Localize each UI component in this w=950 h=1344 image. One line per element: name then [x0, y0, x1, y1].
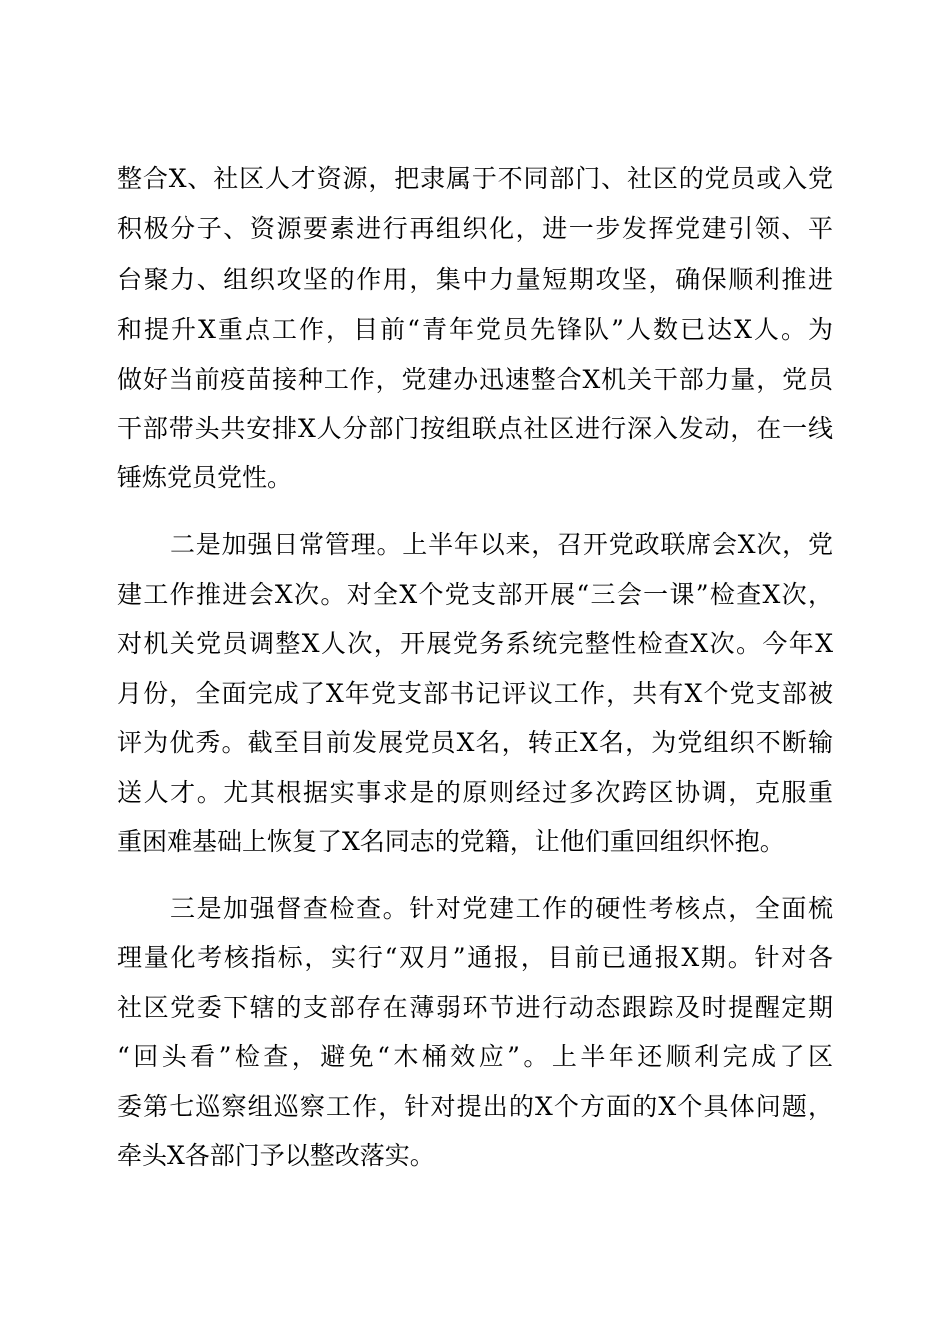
paragraph-2-line-5: 评为优秀。截至目前发展党员X名，转正X名，为党组织不断输	[117, 728, 833, 757]
paragraph-2-line-3: 对机关党员调整X人次，开展党务系统完整性检查X次。今年X	[117, 629, 833, 658]
paragraph-3-line-1: 三是加强督查检查。针对党建工作的硬性考核点，全面梳	[170, 894, 833, 923]
paragraph-1-line-5: 做好当前疫苗接种工作，党建办迅速整合X机关干部力量，党员	[117, 365, 833, 394]
paragraph-2-line-2: 建工作推进会X次。对全X个党支部开展“三会一课”检查X次，	[117, 580, 833, 609]
paragraph-2-line-4: 月份，全面完成了X年党支部书记评议工作，共有X个党支部被	[117, 679, 833, 708]
paragraph-3-line-2: 理量化考核指标，实行“双月”通报，目前已通报X期。针对各	[117, 943, 833, 972]
paragraph-1-line-1: 整合X、社区人才资源，把隶属于不同部门、社区的党员或入党	[117, 164, 833, 193]
paragraph-3-line-6: 牵头X各部门予以整改落实。	[117, 1141, 435, 1170]
paragraph-3-line-4: “回头看”检查，避免“木桶效应”。上半年还顺利完成了区	[117, 1042, 833, 1071]
paragraph-2-line-1: 二是加强日常管理。上半年以来，召开党政联席会X次，党	[170, 530, 833, 559]
paragraph-3-line-3: 社区党委下辖的支部存在薄弱环节进行动态跟踪及时提醒定期	[117, 993, 833, 1022]
paragraph-3-line-5: 委第七巡察组巡察工作，针对提出的X个方面的X个具体问题，	[117, 1092, 833, 1121]
paragraph-1-line-4: 和提升X重点工作，目前“青年党员先锋队”人数已达X人。为	[117, 315, 833, 344]
paragraph-1-line-6: 干部带头共安排X人分部门按组联点社区进行深入发动，在一线	[117, 414, 833, 443]
paragraph-1-line-3: 台聚力、组织攻坚的作用，集中力量短期攻坚，确保顺利推进	[117, 265, 833, 294]
paragraph-1-line-7: 锤炼党员党性。	[117, 463, 293, 492]
paragraph-2-line-6: 送人才。尤其根据实事求是的原则经过多次跨区协调，克服重	[117, 778, 833, 807]
paragraph-1-line-2: 积极分子、资源要素进行再组织化，进一步发挥党建引领、平	[117, 214, 833, 243]
paragraph-2-line-7: 重困难基础上恢复了X名同志的党籍，让他们重回组织怀抱。	[117, 827, 785, 856]
